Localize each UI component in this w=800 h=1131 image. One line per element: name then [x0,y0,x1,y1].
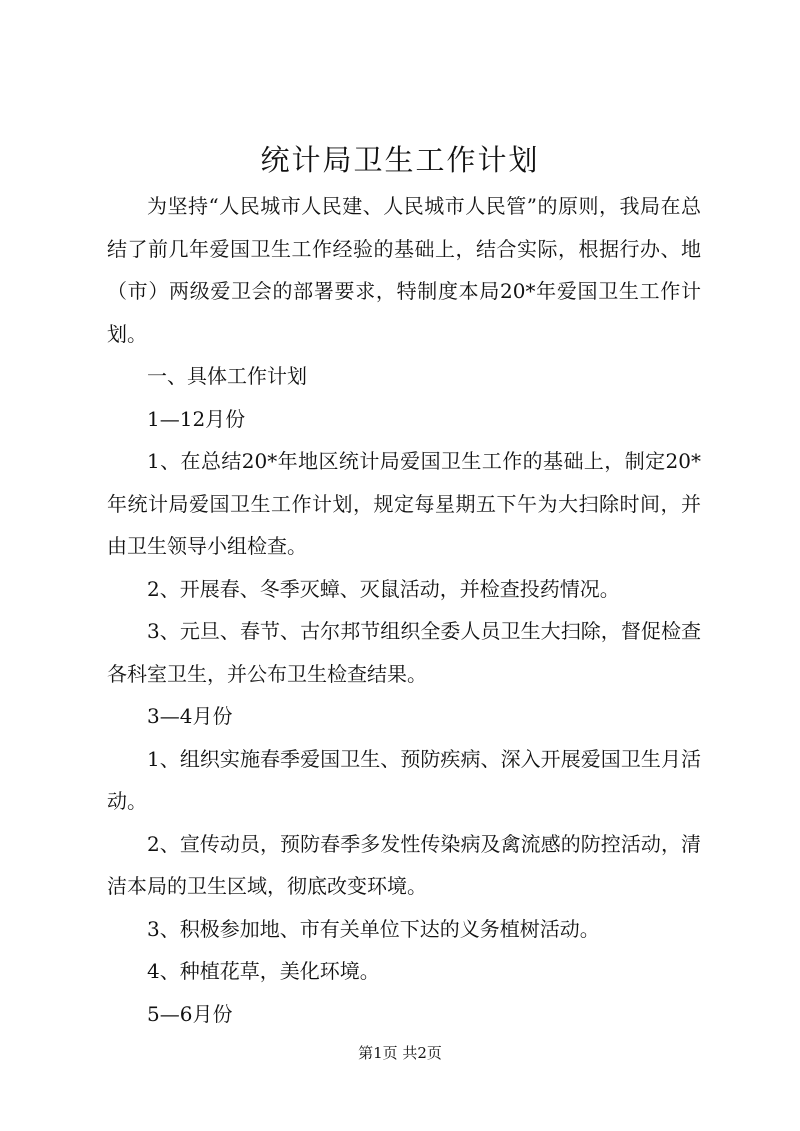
paragraph-item: 3、元旦、春节、古尔邦节组织全委人员卫生大扫除，督促检查各科室卫生，并公布卫生检查结果。 [107,619,701,686]
paragraph-item: 1、组织实施春季爱国卫生、预防疾病、深入开展爱国卫生月活动。 [107,746,701,813]
period-heading-mar-apr: 3—4月份 [147,704,233,728]
paragraph-item: 4、种植花草，美化环境。 [147,959,380,983]
paragraph-item: 3、积极参加地、市有关单位下达的义务植树活动。 [147,916,600,941]
section-heading-plan: 一、具体工作计划 [147,364,307,388]
paragraph-intro: 为坚持“人民城市人民建、人民城市人民管”的原则，我局在总结了前几年爱国卫生工作经验的基础上，结合实际，根据行办、地（市）两级爱卫会的部署要求，特制度本局20*年爱国卫生工作计划。 [107,194,701,346]
period-heading-jan-dec: 1—12月份 [147,406,246,431]
period-heading-may-jun: 5—6月份 [147,1001,233,1026]
paragraph-item: 2、开展春、冬季灭蟑、灭鼠活动，并检查投药情况。 [147,576,620,601]
document-title: 统计局卫生工作计划 [260,143,540,177]
document-body [107,185,701,1035]
paragraph-item: 1、在总结20*年地区统计局爱国卫生工作的基础上，制定20*年统计局爱国卫生工作计划，规定每星期五下午为大扫除时间，并由卫生领导小组检查。 [107,449,701,558]
page-number-footer: 第1页 共2页 [358,1044,442,1062]
paragraph-item: 2、宣传动员，预防春季多发性传染病及禽流感的防控活动，清洁本局的卫生区域，彻底改变环境。 [107,831,701,898]
